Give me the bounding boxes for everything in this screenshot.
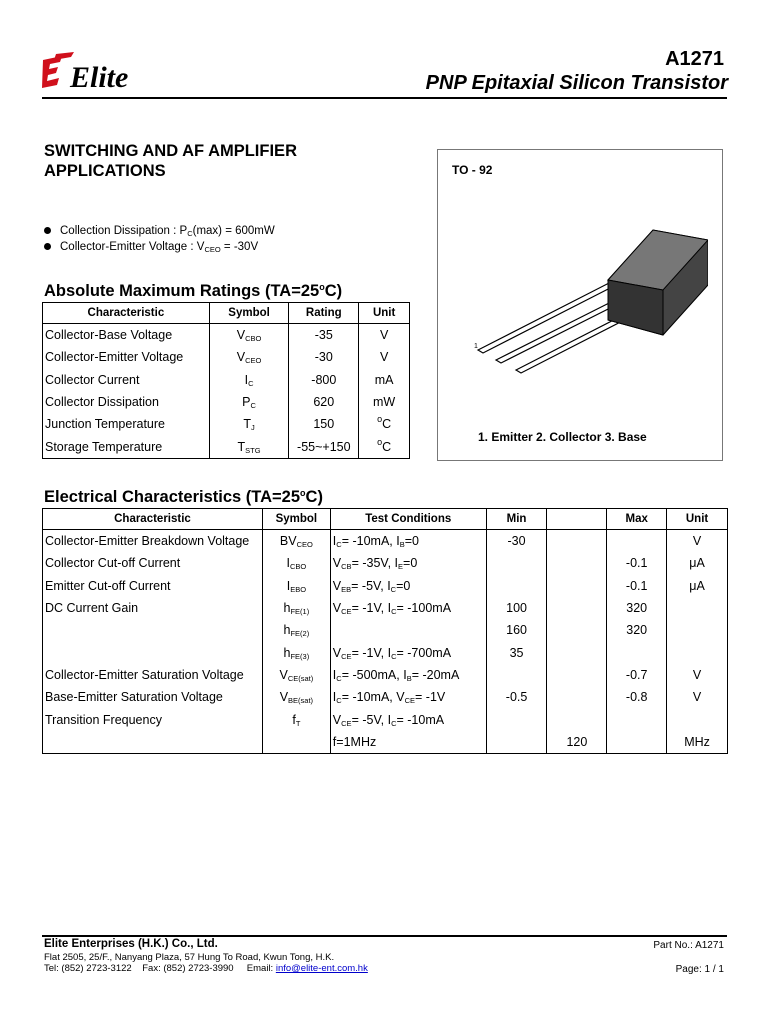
symbol-cell: $h_{FE(3)}$: [262, 641, 330, 663]
symbol-cell: [262, 731, 330, 754]
column-header: Test Conditions: [330, 509, 486, 530]
max-cell: [607, 641, 667, 663]
elec-header-row: [43, 509, 728, 530]
condition-subscript: CE: [341, 651, 352, 661]
condition-subscript: C: [336, 540, 342, 550]
typ-cell: 120: [547, 731, 607, 754]
characteristic-cell: Storage Temperature: [43, 435, 210, 458]
test-conditions-cell: f=1MHz: [330, 731, 486, 754]
unit-cell: MHz: [667, 731, 728, 754]
characteristic-cell: Collector Dissipation: [43, 391, 210, 413]
symbol-cell: $V_{CBO}$: [209, 324, 289, 347]
package-box: [437, 149, 723, 461]
table-row: [43, 435, 410, 458]
abs-max-title: [44, 282, 342, 301]
footer-contact: [44, 963, 368, 974]
symbol-cell: $BV_{CEO}$: [262, 530, 330, 553]
pin-legend: 1. Emitter 2. Collector 3. Base: [478, 430, 647, 444]
characteristic-cell: Collector Cut-off Current: [43, 552, 263, 574]
max-cell: -0.1: [607, 575, 667, 597]
symbol-cell: $V_{CE(sat)}$: [262, 664, 330, 686]
typ-cell: [547, 552, 607, 574]
typ-cell: [547, 664, 607, 686]
condition-subscript: CE: [341, 718, 352, 728]
abs-max-header-row: [43, 303, 410, 324]
unit-cell: V: [359, 346, 410, 368]
table-row: [43, 413, 410, 435]
table-row: [43, 619, 728, 641]
condition-subscript: B: [399, 540, 405, 550]
condition-subscript: C: [391, 718, 397, 728]
rating-cell: -55~+150: [289, 435, 359, 458]
footer-company: Elite Enterprises (H.K.) Co., Ltd.: [44, 938, 218, 950]
symbol-subscript: C: [250, 401, 256, 411]
pin-1-marker: 1: [474, 343, 478, 350]
column-header: [547, 509, 607, 530]
feature-subscript: CEO: [204, 245, 221, 254]
condition-subscript: CE: [404, 696, 416, 706]
condition-subscript: C: [391, 607, 397, 617]
footer-address: Flat 2505, 25/F., Nanyang Plaza, 57 Hung To Road, Kwun Tong, H.K.: [44, 952, 335, 963]
unit-cell: mW: [359, 391, 410, 413]
table-row: [43, 708, 728, 730]
column-header: Max: [607, 509, 667, 530]
column-header: Characteristic: [43, 509, 263, 530]
unit-cell: V: [667, 664, 728, 686]
test-conditions-cell: $I_C= -10mA$, $I_B=0$: [330, 530, 486, 553]
typ-cell: [547, 708, 607, 730]
symbol-subscript: J: [251, 423, 255, 433]
symbol-subscript: C: [248, 378, 254, 388]
column-header: Symbol: [209, 303, 289, 324]
symbol-cell: $T_{STG}$: [209, 435, 289, 458]
table-row: [43, 324, 410, 347]
max-cell: -0.7: [607, 664, 667, 686]
unit-cell: V: [667, 530, 728, 553]
table-row: [43, 686, 728, 708]
characteristic-cell: Collector-Emitter Saturation Voltage: [43, 664, 263, 686]
unit-cell: [667, 597, 728, 619]
table-row: [43, 530, 728, 553]
unit-cell: [667, 708, 728, 730]
degree-mark: o: [300, 488, 306, 498]
feature-value: (max) = 600mW: [192, 225, 275, 237]
symbol-subscript: CBO: [245, 334, 262, 344]
min-cell: [486, 552, 547, 574]
table-row: [43, 597, 728, 619]
elec-title-unit: C): [305, 488, 323, 506]
symbol-subscript: STG: [245, 445, 261, 455]
symbol-subscript: FE(1): [290, 607, 310, 617]
symbol-cell: $I_C$: [209, 369, 289, 391]
characteristic-cell: [43, 641, 263, 663]
feature-list: [44, 223, 275, 255]
feature-value: = -30V: [220, 241, 259, 253]
table-row: [43, 575, 728, 597]
part-number: A1271: [665, 48, 724, 70]
symbol-cell: $I_{EBO}$: [262, 575, 330, 597]
max-cell: [607, 708, 667, 730]
condition-subscript: E: [398, 562, 404, 572]
footer-part-number: Part No.: A1271: [653, 940, 724, 951]
min-cell: [486, 575, 547, 597]
package-name: TO - 92: [452, 163, 493, 177]
condition-subscript: CE: [341, 607, 352, 617]
symbol-subscript: CE(sat): [287, 673, 314, 683]
symbol-subscript: BE(sat): [288, 696, 314, 706]
elec-title-text: Electrical Characteristics (TA=25: [44, 488, 301, 506]
part-description: PNP Epitaxial Silicon Transistor: [425, 72, 728, 94]
condition-subscript: EB: [341, 584, 352, 594]
table-row: [43, 552, 728, 574]
footer-divider: [42, 935, 727, 937]
feature-label: Collection Dissipation : P: [60, 225, 188, 237]
condition-subscript: B: [406, 673, 412, 683]
footer-page-number: Page: 1 / 1: [675, 964, 724, 975]
condition-subscript: C: [336, 673, 342, 683]
unit-cell: $^o$C: [359, 435, 410, 458]
table-row: [43, 346, 410, 368]
table-row: [43, 664, 728, 686]
test-conditions-cell: $I_C= -10mA$, $V_{CE}= -1V$: [330, 686, 486, 708]
condition-subscript: C: [390, 584, 397, 594]
symbol-subscript: EBO: [290, 584, 307, 594]
feature-subscript: C: [187, 229, 193, 238]
typ-cell: [547, 575, 607, 597]
min-cell: [486, 664, 547, 686]
test-conditions-cell: $I_C= -500mA$, $I_B= -20mA$: [330, 664, 486, 686]
unit-cell: μA: [667, 552, 728, 574]
characteristic-cell: Transition Frequency: [43, 708, 263, 730]
column-header: Symbol: [262, 509, 330, 530]
symbol-subscript: T: [295, 718, 301, 728]
characteristic-cell: Collector-Emitter Breakdown Voltage: [43, 530, 263, 553]
abs-max-title-text: Absolute Maximum Ratings (TA=25: [44, 282, 320, 300]
rating-cell: 150: [289, 413, 359, 435]
test-conditions-cell: $V_{EB}= -5V$, $I_C=0$: [330, 575, 486, 597]
symbol-cell: $I_{CBO}$: [262, 552, 330, 574]
rating-cell: -800: [289, 369, 359, 391]
characteristic-cell: Junction Temperature: [43, 413, 210, 435]
unit-cell: V: [667, 686, 728, 708]
typ-cell: [547, 597, 607, 619]
footer-phone-fax: Tel: (852) 2723-3122 Fax: (852) 2723-3990 Email:: [44, 963, 276, 974]
characteristic-cell: [43, 619, 263, 641]
abs-max-title-unit: C): [324, 282, 343, 300]
degree-mark: o: [377, 436, 383, 447]
characteristic-cell: Collector-Emitter Voltage: [43, 346, 210, 368]
typ-cell: [547, 686, 607, 708]
min-cell: 160: [486, 619, 547, 641]
symbol-cell: $V_{BE(sat)}$: [262, 686, 330, 708]
typ-cell: [547, 530, 607, 553]
symbol-cell: $h_{FE(2)}$: [262, 619, 330, 641]
rating-cell: -35: [289, 324, 359, 347]
degree-mark: o: [377, 414, 383, 425]
max-cell: [607, 530, 667, 553]
column-header: Unit: [667, 509, 728, 530]
table-row: [43, 369, 410, 391]
column-header: Characteristic: [43, 303, 210, 324]
symbol-subscript: FE(3): [290, 651, 310, 661]
typ-cell: [547, 641, 607, 663]
characteristic-cell: Base-Emitter Saturation Voltage: [43, 686, 263, 708]
degree-mark: o: [319, 282, 325, 292]
column-header: Unit: [359, 303, 410, 324]
unit-cell: [667, 641, 728, 663]
condition-subscript: C: [391, 651, 397, 661]
min-cell: [486, 708, 547, 730]
max-cell: [607, 731, 667, 754]
unit-cell: μA: [667, 575, 728, 597]
test-conditions-cell: $V_{CE}= -1V$, $I_C= -100mA$: [330, 597, 486, 619]
max-cell: 320: [607, 597, 667, 619]
max-cell: -0.8: [607, 686, 667, 708]
characteristic-cell: Emitter Cut-off Current: [43, 575, 263, 597]
symbol-cell: $f_T$: [262, 708, 330, 730]
symbol-subscript: CBO: [289, 562, 307, 572]
test-conditions-cell: $V_{CB}= -35V$, $I_E=0$: [330, 552, 486, 574]
elite-logo: [40, 52, 150, 98]
symbol-cell: $h_{FE(1)}$: [262, 597, 330, 619]
characteristic-cell: DC Current Gain: [43, 597, 263, 619]
min-cell: -30: [486, 530, 547, 553]
characteristic-cell: Collector Current: [43, 369, 210, 391]
max-cell: 320: [607, 619, 667, 641]
table-row: [43, 391, 410, 413]
applications-title: SWITCHING AND AF AMPLIFIER APPLICATIONS: [44, 142, 297, 180]
min-cell: 35: [486, 641, 547, 663]
table-row: [43, 731, 728, 754]
typ-cell: [547, 619, 607, 641]
condition-subscript: CB: [341, 562, 352, 572]
symbol-cell: $T_J$: [209, 413, 289, 435]
symbol-subscript: CEO: [296, 540, 313, 550]
unit-cell: $^o$C: [359, 413, 410, 435]
feature-label: Collector-Emitter Voltage : V: [60, 241, 205, 253]
min-cell: [486, 731, 547, 754]
table-row: [43, 641, 728, 663]
unit-cell: V: [359, 324, 410, 347]
characteristic-cell: [43, 731, 263, 754]
max-cell: -0.1: [607, 552, 667, 574]
symbol-subscript: CEO: [245, 356, 262, 366]
column-header: Rating: [289, 303, 359, 324]
unit-cell: mA: [359, 369, 410, 391]
email-link[interactable]: info@elite-ent.com.hk: [275, 963, 368, 974]
elec-title: [44, 488, 323, 507]
column-header: Min: [486, 509, 547, 530]
brand-text: Elite: [70, 61, 129, 94]
rating-cell: -30: [289, 346, 359, 368]
unit-cell: [667, 619, 728, 641]
symbol-cell: $V_{CEO}$: [209, 346, 289, 368]
rating-cell: 620: [289, 391, 359, 413]
test-conditions-cell: $V_{CE}= -1V$, $I_C= -700mA$: [330, 641, 486, 663]
test-conditions-cell: [330, 619, 486, 641]
abs-max-table: [42, 302, 410, 459]
symbol-cell: $P_C$: [209, 391, 289, 413]
header-divider: [42, 97, 727, 99]
symbol-subscript: FE(2): [290, 629, 310, 639]
test-conditions-cell: $V_{CE}= -5V$, $I_C= -10mA$: [330, 708, 486, 730]
characteristic-cell: Collector-Base Voltage: [43, 324, 210, 347]
elec-table: [42, 508, 728, 754]
condition-subscript: C: [336, 696, 342, 706]
min-cell: -0.5: [486, 686, 547, 708]
min-cell: 100: [486, 597, 547, 619]
feature-vceo: [44, 239, 275, 255]
feature-dissipation: [44, 223, 275, 239]
to92-package-drawing: [468, 210, 708, 380]
